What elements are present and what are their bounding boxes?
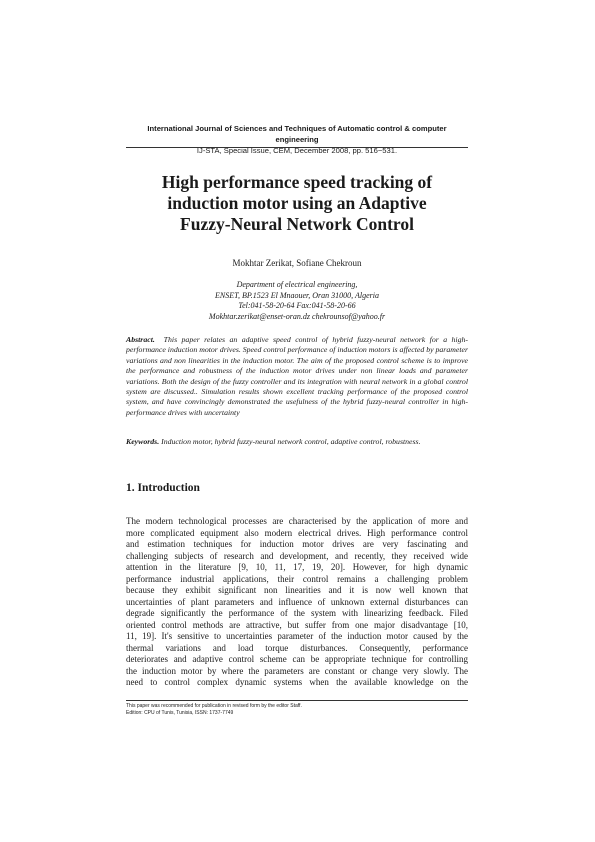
abstract [126, 335, 468, 418]
body-line: The modern technological processes are characterised by the application of more and [126, 516, 468, 526]
affiliation-line: Tel:041-58-20-64 Fax:041-58-20-66 [238, 301, 356, 311]
body-line: 11, 19]. It's sensitive to uncertainties parameter of the induction motor caused by the [126, 631, 468, 641]
keywords-text: Induction motor, hybrid fuzzy-neural network control, adaptive control, robustness. [161, 437, 421, 446]
body-line: uncertainties of plant parameters and influence of unknown external disturbances can [126, 596, 468, 607]
body-line: oriented control methods are attractive, but suffer from one major disadvantage [10, [126, 619, 468, 630]
introduction-body [126, 516, 468, 689]
paper-title [100, 172, 494, 235]
journal-issue: IJ-STA, Special Issue, CEM, December 2008, pp. 516−531. [196, 146, 398, 155]
affiliation-line: ENSET, BP.1523 El Mnaouer, Oran 31000, Algeria [215, 290, 379, 300]
body-line: because they exhibit significant non linearities and it is now well known that [126, 585, 468, 595]
body-line: need to control complex dynamic systems when the available knowledge on the [126, 677, 468, 687]
body-line: the induction motor by where the parameters are constant or change very slowly. The [126, 665, 468, 676]
body-line: deteriorates and adaptive control scheme can be appropriate technique for controlling [126, 654, 468, 664]
journal-header [126, 123, 468, 156]
affiliation [126, 280, 468, 322]
title-line: Fuzzy-Neural Network Control [180, 214, 414, 234]
affiliation-line: Mokhtar.zerikat@enset-oran.dz chekrounsof@yahoo.fr [208, 311, 386, 321]
body-line: attention in the literature [9, 10, 11, 17, 19, 20]. However, for high dynamic [126, 562, 468, 572]
header-rule [126, 147, 468, 148]
journal-name: International Journal of Sciences and Techniques of Automatic control & computer engineering [147, 124, 447, 144]
footnote-line: Edition: CPU of Tunis, Tunisia, ISSN: 1737-7749 [126, 710, 234, 716]
body-line: performance industrial applications, their control remains a challenging problem [126, 573, 468, 584]
body-line: degrade significantly the performance of the system with linearizing feedback. Filed [126, 608, 468, 618]
title-line: induction motor using an Adaptive [167, 193, 427, 213]
keywords-label: Keywords. [126, 437, 160, 446]
body-line: challenging subjects of research and development, and recently, they received wide [126, 550, 468, 561]
authors: Mokhtar Zerikat, Sofiane Chekroun [232, 258, 362, 268]
body-line: thermal variations and load torque disturbances. Consequently, performance [126, 642, 468, 653]
footnote-rule [126, 700, 468, 701]
abstract-text: This paper relates an adaptive speed control of hybrid fuzzy-neural network for a high-performance induction motor drives. Speed control performance of induction motors is affected by parameter variations and non linearities in the induction motor. The aim of the proposed control scheme is to improve the performance and robustness of the induction motor drives under non linear loads and parameter variations. Both the design of the fuzzy controller and its integration with neural network in a global control system are discussed.. Simulation results shown excellent tracking performance of the proposed control system, and have convincingly demonstrated the usefulness of the hybrid fuzzy-neural controller in high-performance drives with uncertainty [126, 335, 468, 417]
affiliation-line: Department of electrical engineering, [236, 280, 358, 289]
footnote [126, 703, 468, 717]
body-line: and estimation techniques for induction motor drives are very fascinating and [126, 539, 468, 549]
keywords [126, 437, 468, 447]
section-heading: 1. Introduction [126, 482, 200, 494]
footnote-line: This paper was recommended for publication in revised form by the editor Staff. [126, 703, 302, 709]
abstract-label: Abstract. [126, 335, 155, 344]
title-line: High performance speed tracking of [161, 172, 433, 192]
body-line: more complicated equipment also modern electrical drives. High performance control [126, 527, 468, 538]
